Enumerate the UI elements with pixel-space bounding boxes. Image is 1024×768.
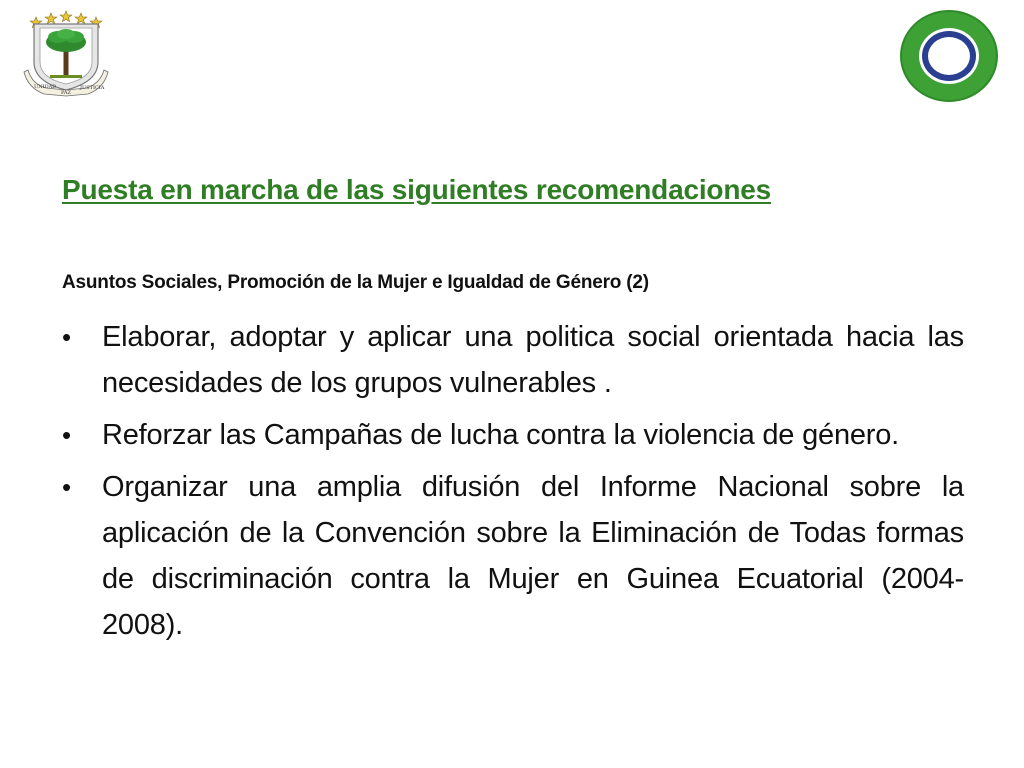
motto-paz: PAZ (61, 90, 71, 96)
bullet-icon: • (62, 322, 71, 352)
bullet-item (62, 314, 964, 406)
ring-logo-icon (898, 8, 1000, 104)
bullet-text: Organizar una amplia difusión del Informe Nacional sobre la aplicación de la Convención sobre la Eliminación de Todas formas de discriminación contra la Mujer en Guinea Ecuatorial (2004-2008). (102, 471, 964, 641)
bullet-text: Reforzar las Campañas de lucha contra la violencia de género. (102, 419, 900, 451)
bullet-item (62, 412, 964, 458)
coat-of-arms-icon (14, 6, 118, 98)
slide-subtitle: Asuntos Sociales, Promoción de la Mujer e Igualdad de Género (2) (62, 272, 649, 293)
bullet-icon: • (62, 420, 71, 450)
bullet-icon: • (62, 472, 71, 502)
bullet-item (62, 464, 964, 648)
motto-unidad: UNIDAD (34, 84, 57, 90)
bullet-list (62, 314, 964, 654)
bullet-text: Elaborar, adoptar y aplicar una politica social orientada hacia las necesidades de los grupos vulnerables . (102, 321, 964, 399)
motto-justicia: JUSTICIA (80, 85, 105, 91)
slide-title: Puesta en marcha de las siguientes recomendaciones (62, 174, 771, 205)
